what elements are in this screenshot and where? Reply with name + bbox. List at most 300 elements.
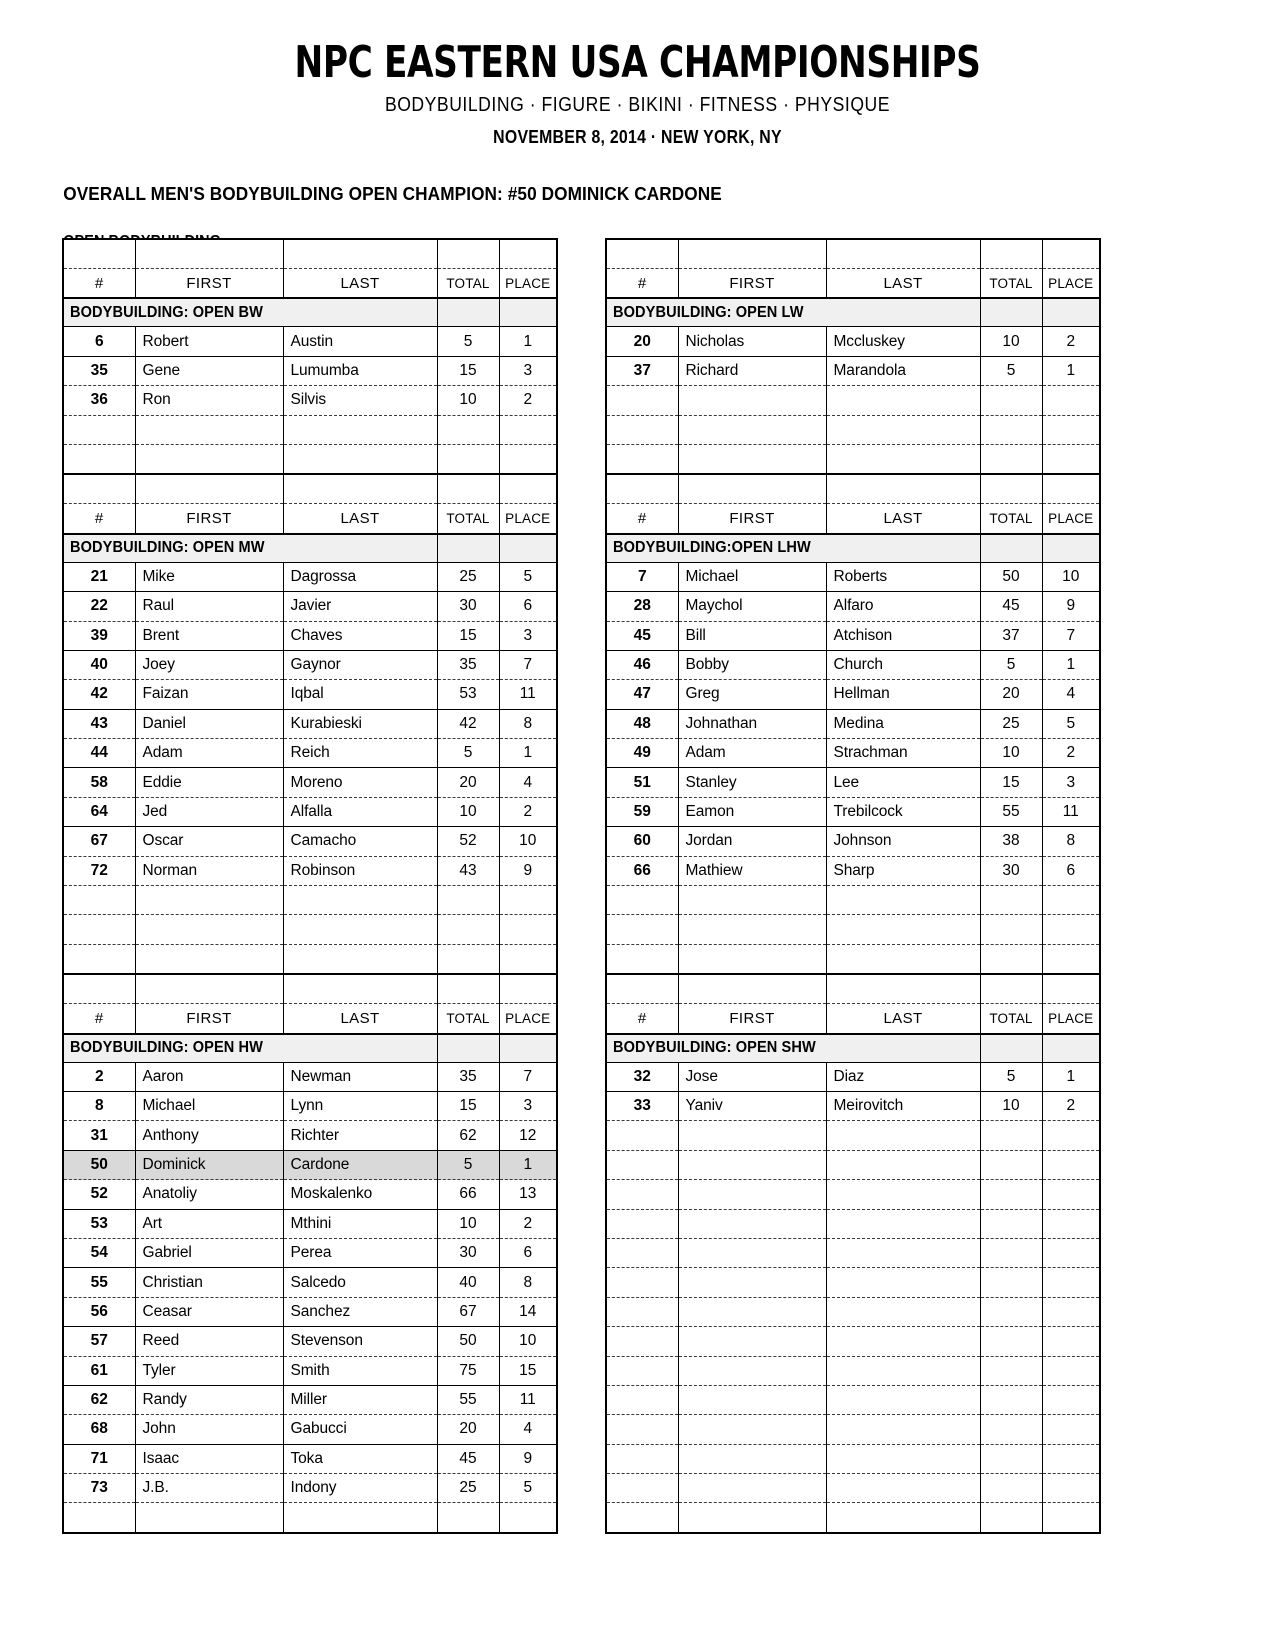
empty-cell (678, 1415, 826, 1444)
competitor-row (63, 1415, 557, 1444)
competitor-place: 1 (1042, 1062, 1100, 1091)
competitor-total: 35 (437, 1062, 499, 1091)
competitor-row (63, 1268, 557, 1297)
empty-cell (1042, 1297, 1100, 1326)
empty-cell (606, 444, 678, 474)
empty-cell (980, 386, 1042, 415)
empty-cell (606, 1474, 678, 1503)
competitor-total: 30 (437, 1238, 499, 1267)
competitor-last-name: Sharp (826, 856, 980, 885)
spacer-cell (826, 475, 980, 504)
class-section-header-row (63, 1034, 557, 1063)
competitor-number: 58 (63, 768, 135, 797)
spacer-cell (135, 975, 283, 1004)
competitor-place: 4 (1042, 680, 1100, 709)
competitor-number: 8 (63, 1091, 135, 1120)
competitor-last-name: Toka (283, 1444, 437, 1473)
column-header-first-name: FIRST (135, 504, 283, 534)
empty-row (606, 386, 1100, 415)
empty-cell (437, 886, 499, 915)
competitor-last-name: Atchison (826, 621, 980, 650)
empty-row (606, 1209, 1100, 1238)
empty-cell (980, 886, 1042, 915)
competitor-row (606, 650, 1100, 679)
empty-row (606, 915, 1100, 944)
empty-cell (826, 1356, 980, 1385)
competitor-number: 42 (63, 680, 135, 709)
spacer-cell (980, 239, 1042, 269)
empty-row (606, 1150, 1100, 1179)
spacer-cell (63, 975, 135, 1004)
competitor-total: 37 (980, 621, 1042, 650)
spacer-cell (437, 475, 499, 504)
table-header-row (63, 269, 557, 299)
competitor-number: 46 (606, 650, 678, 679)
competitor-row (63, 709, 557, 738)
competitor-number: 37 (606, 356, 678, 385)
competitor-place: 10 (499, 1327, 557, 1356)
empty-cell (1042, 1474, 1100, 1503)
empty-cell (980, 1385, 1042, 1414)
competitor-total: 15 (437, 1091, 499, 1120)
class-section-place-blank (1042, 1034, 1100, 1063)
competitor-row (63, 1238, 557, 1267)
spacer-cell (283, 239, 437, 269)
empty-cell (63, 1503, 135, 1533)
empty-cell (980, 944, 1042, 974)
competitor-row (606, 739, 1100, 768)
empty-cell (678, 1150, 826, 1179)
spacer-cell (1042, 975, 1100, 1004)
empty-cell (980, 1327, 1042, 1356)
competitor-total: 25 (437, 562, 499, 591)
competitor-total: 25 (980, 709, 1042, 738)
competitor-first-name: Richard (678, 356, 826, 385)
competitor-row (63, 739, 557, 768)
empty-cell (826, 1150, 980, 1179)
column-header-first-name: FIRST (135, 1004, 283, 1034)
empty-row (606, 1474, 1100, 1503)
competitor-place: 1 (499, 739, 557, 768)
competitor-first-name: Anatoliy (135, 1180, 283, 1209)
competitor-number: 56 (63, 1297, 135, 1326)
competitor-place: 13 (499, 1180, 557, 1209)
competitor-number: 52 (63, 1180, 135, 1209)
competitor-place: 11 (499, 680, 557, 709)
competitor-first-name: John (135, 1415, 283, 1444)
competitor-last-name: Dagrossa (283, 562, 437, 591)
competitor-row (606, 621, 1100, 650)
competitor-total: 5 (437, 739, 499, 768)
class-section-header-row (606, 534, 1100, 563)
competitor-number: 6 (63, 327, 135, 356)
empty-cell (499, 415, 557, 444)
competitor-total: 5 (980, 356, 1042, 385)
competitor-first-name: Jose (678, 1062, 826, 1091)
competitor-row (63, 1121, 557, 1150)
spacer-cell (678, 475, 826, 504)
empty-cell (606, 415, 678, 444)
empty-cell (63, 886, 135, 915)
column-header-last-name: LAST (283, 269, 437, 299)
competitor-row (63, 1150, 557, 1179)
competitor-first-name: Michael (678, 562, 826, 591)
competitor-place: 10 (1042, 562, 1100, 591)
empty-cell (606, 1238, 678, 1267)
empty-cell (826, 1297, 980, 1326)
empty-cell (678, 1356, 826, 1385)
competitor-row (63, 592, 557, 621)
competitor-total: 53 (437, 680, 499, 709)
empty-cell (678, 1180, 826, 1209)
column-header-number: # (606, 504, 678, 534)
column-header-number: # (63, 1004, 135, 1034)
class-section-place-blank (499, 1034, 557, 1063)
spacer-cell (606, 975, 678, 1004)
competitor-first-name: Mathiew (678, 856, 826, 885)
empty-cell (678, 886, 826, 915)
class-section-label: BODYBUILDING: OPEN HW (63, 1034, 437, 1063)
spacer-cell (63, 239, 135, 269)
empty-cell (980, 1297, 1042, 1326)
competitor-number: 2 (63, 1062, 135, 1091)
overall-champion-heading: OVERALL MEN'S BODYBUILDING OPEN CHAMPION: #50 DOMINICK CARDONE (63, 183, 722, 204)
competitor-total: 30 (980, 856, 1042, 885)
competitor-place: 5 (499, 562, 557, 591)
empty-cell (63, 915, 135, 944)
competitor-total: 20 (437, 1415, 499, 1444)
competitor-last-name: Medina (826, 709, 980, 738)
empty-cell (1042, 915, 1100, 944)
column-header-first-name: FIRST (678, 269, 826, 299)
spacer-cell (606, 475, 678, 504)
spacer-cell (678, 975, 826, 1004)
competitor-place: 2 (499, 797, 557, 826)
competitor-row (63, 1444, 557, 1473)
empty-cell (1042, 1385, 1100, 1414)
competitor-last-name: Alfaro (826, 592, 980, 621)
column-header-number: # (606, 269, 678, 299)
empty-row (63, 1503, 557, 1533)
empty-cell (826, 1268, 980, 1297)
empty-cell (980, 1268, 1042, 1297)
competitor-place: 9 (499, 856, 557, 885)
competitor-number: 50 (63, 1150, 135, 1179)
spacer-cell (63, 475, 135, 504)
competitor-last-name: Alfalla (283, 797, 437, 826)
competitor-last-name: Marandola (826, 356, 980, 385)
competitor-place: 3 (499, 621, 557, 650)
competitor-number: 72 (63, 856, 135, 885)
empty-cell (283, 886, 437, 915)
competitor-row (606, 592, 1100, 621)
class-section-place-blank (1042, 534, 1100, 563)
competitor-total: 5 (437, 327, 499, 356)
table-header-row (606, 269, 1100, 299)
competitor-last-name: Perea (283, 1238, 437, 1267)
competitor-place: 7 (499, 1062, 557, 1091)
empty-row (606, 1238, 1100, 1267)
competitor-number: 59 (606, 797, 678, 826)
competitor-total: 42 (437, 709, 499, 738)
competitor-row (606, 709, 1100, 738)
competitor-total: 40 (437, 1268, 499, 1297)
class-section-total-blank (437, 1034, 499, 1063)
empty-cell (135, 444, 283, 474)
competitor-first-name: Johnathan (678, 709, 826, 738)
empty-cell (63, 415, 135, 444)
competitor-first-name: Oscar (135, 827, 283, 856)
competitor-place: 7 (1042, 621, 1100, 650)
empty-cell (437, 415, 499, 444)
empty-cell (980, 1150, 1042, 1179)
competitor-last-name: Roberts (826, 562, 980, 591)
competitor-last-name: Robinson (283, 856, 437, 885)
competitor-total: 66 (437, 1180, 499, 1209)
competitor-row (63, 386, 557, 415)
competitor-place: 6 (499, 1238, 557, 1267)
spacer-cell (135, 475, 283, 504)
competitor-place: 1 (499, 327, 557, 356)
empty-cell (499, 444, 557, 474)
empty-cell (283, 915, 437, 944)
spacer-cell (1042, 475, 1100, 504)
class-section-total-blank (437, 534, 499, 563)
spacer-cell (499, 975, 557, 1004)
empty-cell (678, 1503, 826, 1533)
empty-cell (135, 886, 283, 915)
competitor-number: 20 (606, 327, 678, 356)
column-header-first-name: FIRST (678, 1004, 826, 1034)
empty-cell (437, 944, 499, 974)
competitor-last-name: Stevenson (283, 1327, 437, 1356)
competitor-total: 45 (437, 1444, 499, 1473)
competitor-row (63, 1297, 557, 1326)
empty-cell (980, 1238, 1042, 1267)
column-header-total: TOTAL (980, 1004, 1042, 1034)
competitor-total: 15 (980, 768, 1042, 797)
empty-cell (826, 1503, 980, 1533)
competitor-first-name: Yaniv (678, 1091, 826, 1120)
empty-cell (826, 1209, 980, 1238)
results-column-left (62, 238, 556, 1534)
column-header-place: PLACE (1042, 504, 1100, 534)
empty-row (606, 1356, 1100, 1385)
competitor-row (606, 1062, 1100, 1091)
competitor-place: 8 (499, 709, 557, 738)
empty-cell (606, 1415, 678, 1444)
competitor-number: 22 (63, 592, 135, 621)
competitor-total: 10 (437, 797, 499, 826)
empty-cell (678, 1238, 826, 1267)
empty-cell (980, 1415, 1042, 1444)
competitor-last-name: Lynn (283, 1091, 437, 1120)
empty-cell (1042, 1121, 1100, 1150)
empty-cell (678, 1385, 826, 1414)
competitor-row (606, 856, 1100, 885)
empty-cell (826, 915, 980, 944)
competitor-place: 7 (499, 650, 557, 679)
empty-cell (980, 1356, 1042, 1385)
competitor-row (63, 1062, 557, 1091)
competitor-row (606, 797, 1100, 826)
competitor-row (606, 562, 1100, 591)
empty-cell (826, 1238, 980, 1267)
competitor-number: 68 (63, 1415, 135, 1444)
competitor-place: 1 (499, 1150, 557, 1179)
spacer-cell (283, 475, 437, 504)
class-section-header-row (63, 298, 557, 327)
empty-cell (826, 944, 980, 974)
competitor-total: 38 (980, 827, 1042, 856)
competitor-total: 62 (437, 1121, 499, 1150)
competitor-place: 2 (499, 386, 557, 415)
spacer-cell (980, 975, 1042, 1004)
competitor-first-name: Anthony (135, 1121, 283, 1150)
empty-cell (606, 1503, 678, 1533)
empty-cell (678, 915, 826, 944)
competitor-number: 55 (63, 1268, 135, 1297)
empty-cell (678, 944, 826, 974)
column-header-total: TOTAL (980, 269, 1042, 299)
empty-row (606, 1503, 1100, 1533)
competitor-total: 10 (980, 327, 1042, 356)
competitor-number: 64 (63, 797, 135, 826)
competitor-last-name: Kurabieski (283, 709, 437, 738)
empty-cell (980, 1503, 1042, 1533)
empty-cell (980, 415, 1042, 444)
empty-cell (678, 1474, 826, 1503)
competitor-first-name: Nicholas (678, 327, 826, 356)
column-header-last-name: LAST (283, 504, 437, 534)
competitor-first-name: Joey (135, 650, 283, 679)
competitor-place: 4 (499, 1415, 557, 1444)
competitor-first-name: Eddie (135, 768, 283, 797)
competitor-place: 11 (499, 1385, 557, 1414)
competitor-place: 14 (499, 1297, 557, 1326)
empty-cell (606, 1385, 678, 1414)
empty-row (606, 1415, 1100, 1444)
competitor-last-name: Johnson (826, 827, 980, 856)
competitor-total: 50 (980, 562, 1042, 591)
competitor-number: 21 (63, 562, 135, 591)
empty-cell (980, 1474, 1042, 1503)
empty-cell (606, 886, 678, 915)
empty-cell (980, 1209, 1042, 1238)
competitor-place: 11 (1042, 797, 1100, 826)
spacer-cell (980, 475, 1042, 504)
competitor-last-name: Meirovitch (826, 1091, 980, 1120)
competitor-row (63, 562, 557, 591)
competitor-first-name: Brent (135, 621, 283, 650)
competitor-last-name: Gabucci (283, 1415, 437, 1444)
empty-cell (135, 415, 283, 444)
empty-cell (283, 444, 437, 474)
event-dateline: NOVEMBER 8, 2014 · NEW YORK, NY (493, 127, 782, 147)
empty-cell (63, 944, 135, 974)
empty-cell (437, 444, 499, 474)
empty-cell (606, 1444, 678, 1473)
results-table (62, 238, 558, 475)
masthead (0, 0, 1275, 149)
column-header-number: # (63, 269, 135, 299)
competitor-row (63, 856, 557, 885)
competitor-first-name: Dominick (135, 1150, 283, 1179)
table-header-row (606, 1004, 1100, 1034)
class-section-place-blank (499, 534, 557, 563)
competitor-place: 15 (499, 1356, 557, 1385)
spacer-cell (499, 475, 557, 504)
competitor-first-name: J.B. (135, 1474, 283, 1503)
competitor-first-name: Mike (135, 562, 283, 591)
competitor-total: 50 (437, 1327, 499, 1356)
spacer-cell (135, 239, 283, 269)
competitor-number: 45 (606, 621, 678, 650)
competitor-last-name: Newman (283, 1062, 437, 1091)
competitor-number: 40 (63, 650, 135, 679)
competitor-place: 2 (1042, 739, 1100, 768)
competitor-total: 25 (437, 1474, 499, 1503)
competitor-place: 1 (1042, 650, 1100, 679)
competitor-number: 54 (63, 1238, 135, 1267)
column-header-total: TOTAL (437, 504, 499, 534)
competitor-number: 62 (63, 1385, 135, 1414)
spacer-cell (499, 239, 557, 269)
competitor-last-name: Javier (283, 592, 437, 621)
competitor-first-name: Adam (678, 739, 826, 768)
competitor-first-name: Christian (135, 1268, 283, 1297)
competitor-first-name: Aaron (135, 1062, 283, 1091)
empty-cell (606, 944, 678, 974)
empty-cell (1042, 944, 1100, 974)
competitor-number: 48 (606, 709, 678, 738)
column-header-number: # (63, 504, 135, 534)
empty-cell (826, 1444, 980, 1473)
competitor-first-name: Robert (135, 327, 283, 356)
competitor-first-name: Gene (135, 356, 283, 385)
competitor-total: 43 (437, 856, 499, 885)
competitor-first-name: Stanley (678, 768, 826, 797)
empty-cell (499, 915, 557, 944)
competitor-last-name: Hellman (826, 680, 980, 709)
empty-cell (826, 1474, 980, 1503)
empty-cell (437, 915, 499, 944)
competitor-first-name: Daniel (135, 709, 283, 738)
empty-cell (678, 1327, 826, 1356)
class-section-total-blank (980, 298, 1042, 327)
empty-cell (678, 1121, 826, 1150)
results-table (605, 975, 1101, 1534)
competitor-last-name: Smith (283, 1356, 437, 1385)
competitor-row (63, 1356, 557, 1385)
competitor-first-name: Bill (678, 621, 826, 650)
competitor-place: 1 (1042, 356, 1100, 385)
empty-cell (135, 944, 283, 974)
empty-cell (135, 915, 283, 944)
competitor-place: 2 (1042, 1091, 1100, 1120)
competitor-place: 12 (499, 1121, 557, 1150)
competitor-place: 2 (499, 1209, 557, 1238)
empty-cell (499, 886, 557, 915)
competitor-total: 55 (437, 1385, 499, 1414)
competitor-last-name: Reich (283, 739, 437, 768)
empty-row (606, 1297, 1100, 1326)
empty-cell (499, 1503, 557, 1533)
competitor-number: 73 (63, 1474, 135, 1503)
competitor-total: 5 (980, 650, 1042, 679)
empty-cell (437, 1503, 499, 1533)
empty-cell (283, 1503, 437, 1533)
